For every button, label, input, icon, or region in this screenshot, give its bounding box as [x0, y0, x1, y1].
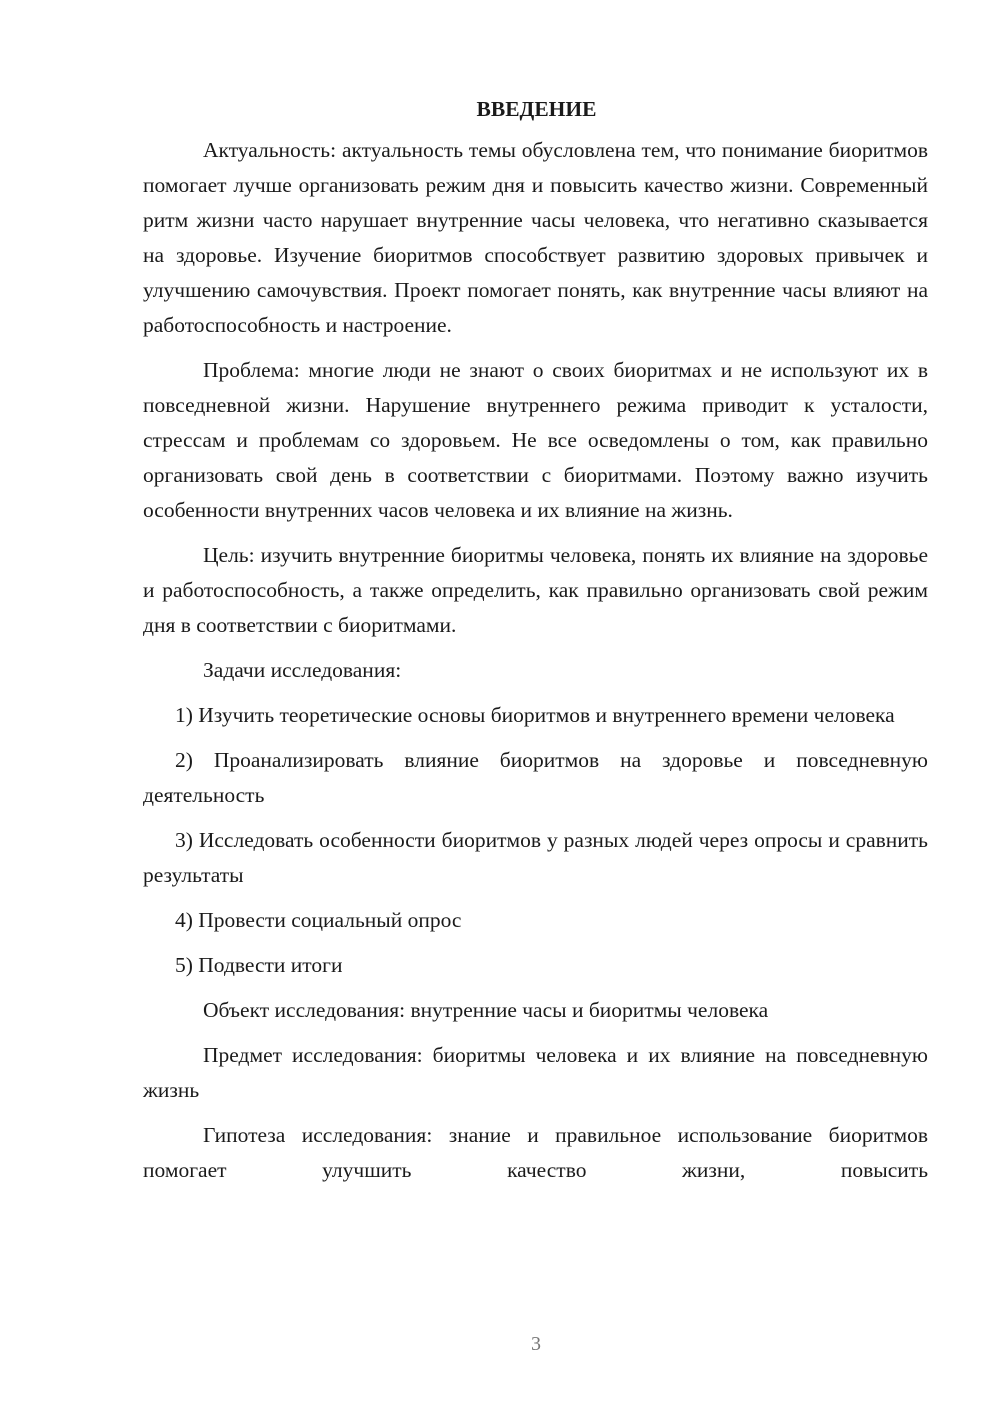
- page-number: 3: [531, 1333, 541, 1355]
- goal-paragraph: Цель: изучить внутренние биоритмы человека, понять их влияние на здоровье и работоспособность, а также определить, как правильно организовать свой режим дня в соответствии с биоритмами.: [143, 543, 928, 637]
- task-item: 5) Подвести итоги: [175, 953, 343, 977]
- task-item: 1) Изучить теоретические основы биоритмов и внутреннего времени человека: [175, 703, 895, 727]
- problem-paragraph: Проблема: многие люди не знают о своих биоритмах и не используют их в повседневной жизни. Нарушение внутреннего режима приводит к усталости, стрессам и проблемам со здоровьем. Не все осведомлены о том, как правильно организовать свой день в соответствии с биоритмами. Поэтому важно изучить особенности внутренних часов человека и их влияние на жизнь.: [143, 358, 928, 522]
- object-paragraph: Объект исследования: внутренние часы и биоритмы человека: [203, 998, 769, 1022]
- task-item: 2) Проанализировать влияние биоритмов на здоровье и повседневную деятельность: [143, 748, 928, 807]
- section-title: ВВЕДЕНИЕ: [476, 97, 597, 121]
- task-item: 4) Провести социальный опрос: [175, 908, 462, 932]
- subject-paragraph: Предмет исследования: биоритмы человека и их влияние на повседневную жизнь: [143, 1043, 928, 1102]
- tasks-heading: Задачи исследования:: [203, 658, 402, 682]
- page-content: [143, 92, 928, 1198]
- hypothesis-paragraph: Гипотеза исследования: знание и правильное использование биоритмов помогает улучшить качество жизни, повысить: [143, 1123, 928, 1182]
- task-item: 3) Исследовать особенности биоритмов у разных людей через опросы и сравнить результаты: [143, 828, 928, 887]
- relevance-paragraph: Актуальность: актуальность темы обусловлена тем, что понимание биоритмов помогает лучше организовать режим дня и повысить качество жизни. Современный ритм жизни часто нарушает внутренние часы человека, что негативно сказывается на здоровье. Изучение биоритмов способствует развитию здоровых привычек и улучшению самочувствия. Проект помогает понять, как внутренние часы влияют на работоспособность и настроение.: [143, 138, 928, 337]
